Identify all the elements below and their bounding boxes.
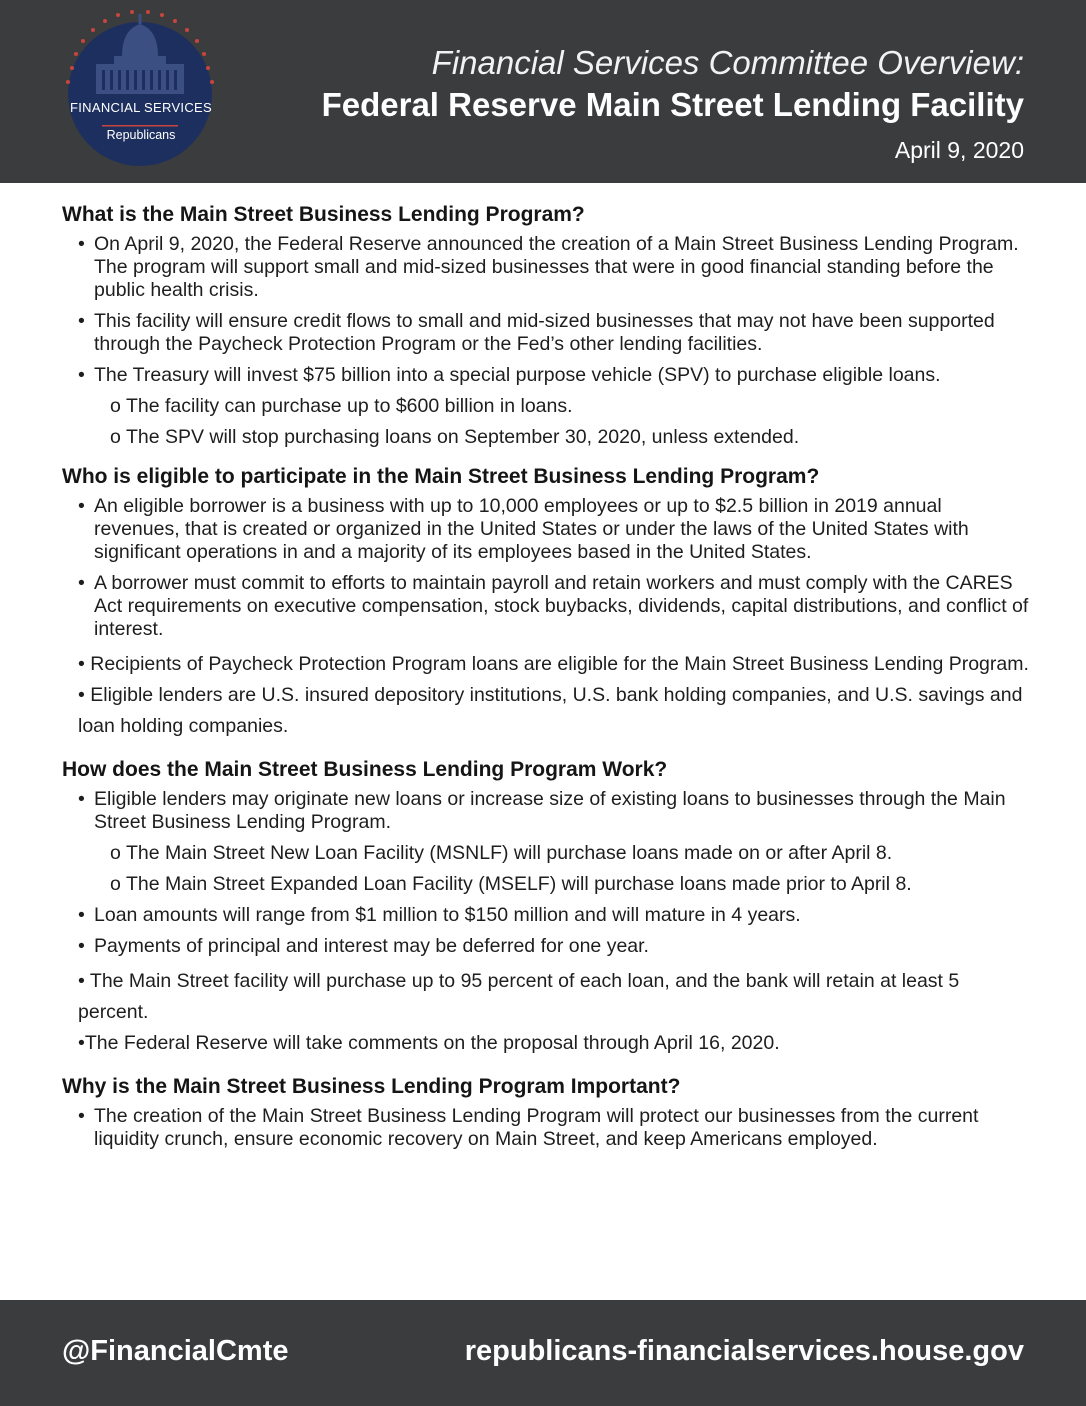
list-item: • Payments of principal and interest may be deferred for one year.: [78, 935, 649, 957]
logo-subtitle: Republicans: [106, 128, 176, 142]
bullet-icon: •: [78, 1105, 85, 1127]
list-item: •The Federal Reserve will take comments on the proposal through April 16, 2020.: [78, 1032, 780, 1054]
list-item: • Eligible lenders may originate new loans or increase size of existing loans to businesses through the Main Street Business Lending Program.: [78, 788, 1006, 833]
sub-list-item: o The facility can purchase up to $600 billion in loans.: [110, 395, 573, 417]
bullet-icon: •: [78, 653, 85, 675]
bullet-icon: •: [78, 572, 85, 594]
list-item: • An eligible borrower is a business with up to 10,000 employees or up to $2.5 billion in 2019 annual revenues, that is created or organized in the United States or under the laws of the United States with significant operations in and a majority of its employees based in the United States.: [78, 495, 969, 563]
logo-title: FINANCIAL SERVICES: [70, 100, 212, 115]
section-heading: What is the Main Street Business Lending Program?: [62, 203, 585, 226]
page-date: April 9, 2020: [894, 137, 1024, 163]
bullet-icon: •: [78, 495, 85, 517]
list-item: • Eligible lenders are U.S. insured depository institutions, U.S. bank holding companies, and U.S. savings and loan holding companies.: [78, 684, 1023, 737]
list-item: • Recipients of Paycheck Protection Program loans are eligible for the Main Street Business Lending Program.: [78, 653, 1029, 675]
section-heading: Why is the Main Street Business Lending Program Important?: [62, 1075, 681, 1098]
bullet-icon: •: [78, 364, 85, 386]
section-heading: How does the Main Street Business Lending Program Work?: [62, 758, 668, 781]
list-item: • The creation of the Main Street Business Lending Program will protect our businesses from the current liquidity crunch, ensure economic recovery on Main Street, and keep Americans employed.: [78, 1105, 979, 1150]
list-item: • The Treasury will invest $75 billion into a special purpose vehicle (SPV) to purchase eligible loans.: [78, 364, 941, 386]
section-how: [62, 756, 1032, 1059]
main-content: [62, 201, 1032, 1165]
section-heading: Who is eligible to participate in the Main Street Business Lending Program?: [62, 465, 820, 488]
list-item: • A borrower must commit to efforts to maintain payroll and retain workers and must comply with the CARES Act requirements on executive compensation, stock buybacks, dividends, capital distributions, and conflict of interest.: [78, 572, 1029, 640]
header-banner: [0, 0, 1086, 183]
bullet-icon: •: [78, 310, 85, 332]
bullet-icon: •: [78, 233, 85, 255]
bullet-icon: •: [78, 935, 85, 957]
list-item: • On April 9, 2020, the Federal Reserve announced the creation of a Main Street Business Lending Program. The program will support small and mid-sized businesses that were in good financial standing before the public health crisis.: [78, 233, 1019, 301]
website-link[interactable]: republicans-financialservices.house.gov: [464, 1335, 1024, 1367]
section-what: [62, 201, 1032, 449]
capitol-logo-icon: [52, 6, 228, 166]
page-subtitle: Financial Services Committee Overview:: [431, 44, 1024, 81]
bullet-icon: •: [78, 788, 85, 810]
sub-list-item: o The Main Street Expanded Loan Facility (MSELF) will purchase loans made prior to April 8.: [110, 873, 912, 895]
bullet-icon: •: [78, 904, 85, 926]
list-item: • The Main Street facility will purchase up to 95 percent of each loan, and the bank will retain at least 5 percent.: [78, 970, 960, 1023]
page-title: Federal Reserve Main Street Lending Facility: [321, 86, 1024, 123]
bullet-icon: •: [78, 1032, 85, 1054]
list-item: • This facility will ensure credit flows to small and mid-sized businesses that may not have been supported through the Paycheck Protection Program or the Fed’s other lending facilities.: [78, 310, 995, 355]
sub-list-item: o The SPV will stop purchasing loans on September 30, 2020, unless extended.: [110, 426, 800, 448]
twitter-handle[interactable]: @FinancialCmte: [62, 1335, 289, 1367]
list-item: • Loan amounts will range from $1 million to $150 million and will mature in 4 years.: [78, 904, 801, 926]
bullet-icon: •: [78, 684, 85, 706]
bullet-icon: •: [78, 970, 85, 992]
sub-list-item: o The Main Street New Loan Facility (MSNLF) will purchase loans made on or after April 8.: [110, 842, 893, 864]
section-why: [62, 1073, 1032, 1151]
section-who: [62, 463, 1032, 742]
